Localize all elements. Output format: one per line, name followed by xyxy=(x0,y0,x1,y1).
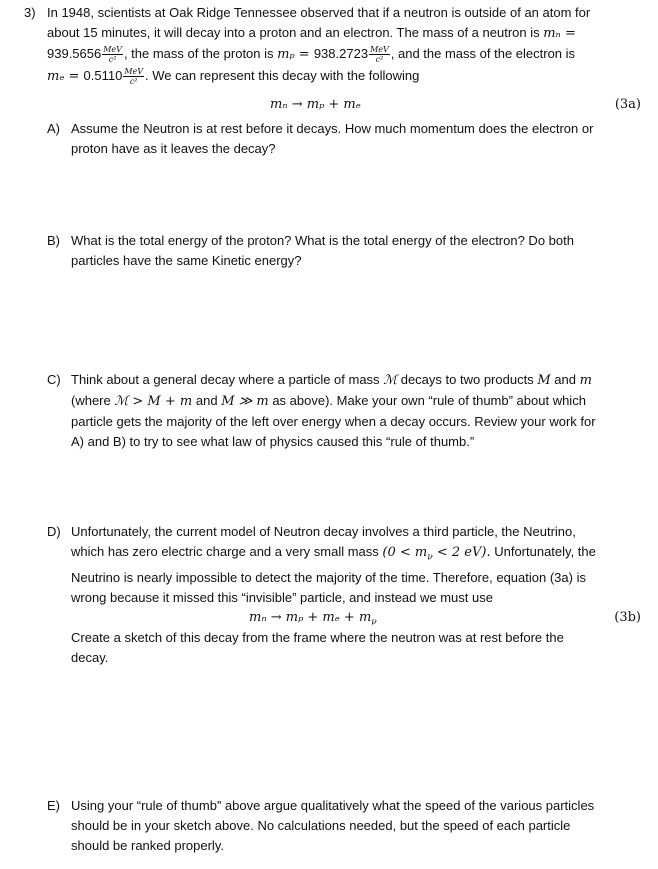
inequality-2: M ≫ m xyxy=(221,394,269,409)
unit-denominator: c² xyxy=(375,55,384,65)
part-d-line-2 xyxy=(71,542,641,568)
part-a-line-2: proton have as it leaves the decay? xyxy=(71,141,276,156)
part-b-line-1: What is the total energy of the proton? What is the total energy of the electron? Do both xyxy=(71,233,574,248)
neutrino-mass-range xyxy=(382,545,491,563)
proton-mass-value: 938.2723 xyxy=(313,46,369,61)
intro-line-1: In 1948, scientists at Oak Ridge Tennessee observed that if a neutron is outside of an atom for xyxy=(47,5,591,20)
intro-line-4-end: . We can represent this decay with the following xyxy=(145,68,420,83)
intro-line-3 xyxy=(47,44,642,66)
unit-denominator: c² xyxy=(108,55,117,65)
part-c-line-2 xyxy=(71,391,646,412)
part-e-line-1: Using your “rule of thumb” above argue qualitatively what the speed of the various particles xyxy=(71,798,595,813)
electron-mass-value: 0.5110 xyxy=(83,68,123,83)
problem-number: 3) xyxy=(24,5,36,20)
proton-mass-symbol: mₚ = xyxy=(277,47,314,62)
equation-3b-subscript: ν xyxy=(371,617,377,628)
part-b-label: B) xyxy=(47,233,60,248)
parent-mass-symbol: ℳ xyxy=(383,373,398,388)
part-c-line-2-c: as above). Make your own “rule of thumb” about which xyxy=(272,393,586,408)
part-b-text xyxy=(71,231,641,271)
part-c-line-3: particle gets the majority of the left over energy when a decay occurs. Review your work for xyxy=(71,414,596,429)
part-d-line-2-b: Unfortunately, the xyxy=(494,544,596,559)
equation-3a-tag: (3a) xyxy=(614,97,641,112)
part-d-line-2-a: which has zero electric charge and a very small mass xyxy=(71,544,379,559)
part-c-line-1-c: and xyxy=(554,372,576,387)
intro-line-3-end: , and the mass of the electron is xyxy=(390,46,576,61)
unit-fraction-proton xyxy=(369,45,390,64)
electron-mass-symbol: mₑ = xyxy=(47,69,84,84)
unit-numerator: MeV xyxy=(124,67,144,77)
part-c-line-1-b: decays to two products xyxy=(400,372,534,387)
product-m-symbol: m xyxy=(579,373,592,388)
part-c-line-4: A) and B) to try to see what law of physics caused this “rule of thumb.” xyxy=(71,434,475,449)
intro-line-4 xyxy=(47,66,642,88)
neutrino-mass-range-end: < 2 eV). xyxy=(432,545,491,560)
inequality-1: ℳ > M + m xyxy=(114,394,193,409)
neutron-mass-symbol: mₙ = xyxy=(543,26,576,41)
intro-line-2 xyxy=(47,23,642,44)
part-d-text xyxy=(71,522,641,668)
part-b-line-2: particles have the same Kinetic energy? xyxy=(71,253,302,268)
product-M-symbol: M xyxy=(537,373,551,388)
intro-line-2-text: about 15 minutes, it will decay into a proton and an electron. The mass of a neutron is xyxy=(47,25,540,40)
part-d-line-4: wrong because it missed this “invisible” particle, and instead we must use xyxy=(71,589,493,605)
part-e-line-3: should be ranked properly. xyxy=(71,838,224,853)
part-c-line-2-b: and xyxy=(195,393,218,408)
part-d-line-5: Create a sketch of this decay from the frame where the neutron was at rest before the xyxy=(71,629,564,645)
neutrino-mass-range-start: (0 < m xyxy=(382,545,428,560)
equation-3b-tag: (3b) xyxy=(614,609,641,625)
intro-line-3-mid: , the mass of the proton is xyxy=(123,46,274,61)
equation-3b-main: mₙ → mₚ + mₑ + m xyxy=(249,609,372,625)
part-d-line-6: decay. xyxy=(71,649,109,665)
unit-fraction-electron xyxy=(123,67,144,86)
equation-3a-expression: mₙ → mₚ + mₑ xyxy=(270,97,361,112)
equation-3b xyxy=(71,608,641,628)
part-c-line-1-a: Think about a general decay where a particle of mass xyxy=(71,372,380,387)
part-a-text xyxy=(71,119,641,159)
part-d-line-3: Neutrino is nearly impossible to detect the majority of the time. Therefore, equation (3a) is xyxy=(71,569,586,585)
part-a-label: A) xyxy=(47,121,60,136)
unit-fraction-neutron xyxy=(102,45,123,64)
part-c-line-1 xyxy=(71,370,646,391)
part-e-label: E) xyxy=(47,798,60,813)
neutron-mass-value: 939.5656 xyxy=(47,46,102,61)
part-c-text xyxy=(71,370,646,452)
part-d-label: D) xyxy=(47,524,61,539)
part-c-label: C) xyxy=(47,372,61,387)
part-d-line-1: Unfortunately, the current model of Neutron decay involves a third particle, the Neutrino, xyxy=(71,524,576,539)
unit-numerator: MeV xyxy=(370,45,389,55)
part-a-line-1: Assume the Neutron is at rest before it decays. How much momentum does the electron or xyxy=(71,121,594,136)
part-e-line-2: should be in your sketch above. No calculations needed, but the speed of each particle xyxy=(71,818,571,833)
equation-3a xyxy=(47,95,641,115)
equation-3b-expression xyxy=(249,608,377,633)
intro-paragraph xyxy=(47,3,642,88)
part-e-text xyxy=(71,796,646,856)
part-c-line-2-a: (where xyxy=(71,393,111,408)
neutrino-subscript: ν xyxy=(427,552,433,563)
unit-denominator: c² xyxy=(129,77,138,87)
unit-numerator: MeV xyxy=(103,45,122,55)
